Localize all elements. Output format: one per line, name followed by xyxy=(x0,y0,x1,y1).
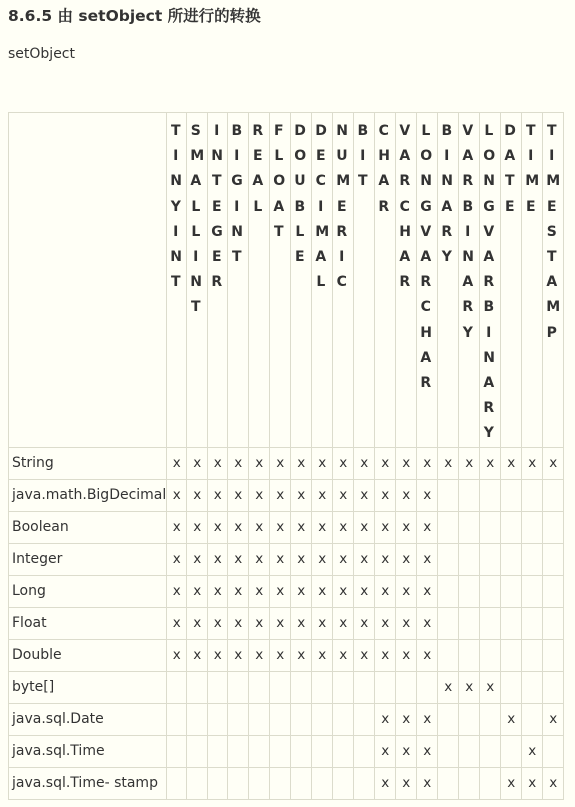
table-cell xyxy=(501,639,522,671)
table-cell xyxy=(187,671,208,703)
table-cell xyxy=(333,703,354,735)
table-cell xyxy=(522,671,543,703)
table-cell: x xyxy=(375,639,396,671)
table-cell: x xyxy=(228,639,249,671)
table-cell: x xyxy=(270,511,291,543)
table-cell: x xyxy=(459,671,480,703)
table-cell: x xyxy=(396,511,417,543)
table-cell: x xyxy=(396,479,417,511)
table-cell: x xyxy=(291,543,312,575)
table-row xyxy=(9,671,564,703)
table-cell: x xyxy=(167,639,187,671)
table-cell xyxy=(438,767,459,799)
table-cell xyxy=(480,703,501,735)
column-header-label: DECIMAL xyxy=(315,123,330,291)
table-cell: x xyxy=(187,479,208,511)
table-cell xyxy=(333,671,354,703)
table-cell: x xyxy=(396,639,417,671)
table-cell: x xyxy=(501,447,522,479)
table-cell: x xyxy=(333,543,354,575)
table-cell: x xyxy=(396,447,417,479)
table-cell: x xyxy=(417,447,438,479)
table-cell xyxy=(543,575,564,607)
table-cell: x xyxy=(354,607,375,639)
column-header-tinyint xyxy=(167,113,187,448)
table-cell: x xyxy=(167,479,187,511)
table-cell xyxy=(543,511,564,543)
table-cell: x xyxy=(438,671,459,703)
table-cell xyxy=(208,735,228,767)
column-header-label: LONGVARCHAR xyxy=(420,123,433,392)
table-cell xyxy=(187,735,208,767)
table-cell: x xyxy=(480,671,501,703)
column-header-date xyxy=(501,113,522,448)
table-cell: x xyxy=(417,735,438,767)
table-cell xyxy=(459,479,480,511)
table-cell xyxy=(501,671,522,703)
table-cell xyxy=(249,703,270,735)
table-cell: x xyxy=(291,447,312,479)
table-cell: x xyxy=(167,575,187,607)
column-header-label: FLOAT xyxy=(273,123,286,240)
table-cell xyxy=(438,575,459,607)
table-cell xyxy=(167,735,187,767)
table-cell: x xyxy=(249,447,270,479)
table-cell xyxy=(228,767,249,799)
table-cell: x xyxy=(291,607,312,639)
column-header-bit xyxy=(354,113,375,448)
table-cell xyxy=(438,479,459,511)
table-cell xyxy=(459,735,480,767)
column-header-varbinary xyxy=(459,113,480,448)
table-cell xyxy=(459,767,480,799)
table-cell: x xyxy=(543,447,564,479)
table-cell: x xyxy=(501,767,522,799)
table-cell xyxy=(312,767,333,799)
table-cell: x xyxy=(291,479,312,511)
table-cell: x xyxy=(249,575,270,607)
table-cell xyxy=(354,767,375,799)
table-cell xyxy=(501,607,522,639)
column-header-label: TINYINT xyxy=(170,123,182,291)
table-cell xyxy=(480,735,501,767)
table-cell xyxy=(354,703,375,735)
table-cell: x xyxy=(375,767,396,799)
table-cell: x xyxy=(501,703,522,735)
table-cell xyxy=(228,703,249,735)
table-cell: x xyxy=(396,767,417,799)
table-cell: x xyxy=(208,447,228,479)
row-label: Long xyxy=(9,575,167,607)
table-cell xyxy=(480,767,501,799)
table-cell: x xyxy=(270,479,291,511)
table-cell: x xyxy=(375,703,396,735)
table-cell xyxy=(249,671,270,703)
table-cell: x xyxy=(417,511,438,543)
column-header-bigint xyxy=(228,113,249,448)
table-cell: x xyxy=(312,511,333,543)
table-cell xyxy=(543,735,564,767)
column-header-label: BIGINT xyxy=(231,123,243,266)
table-cell: x xyxy=(333,479,354,511)
table-cell xyxy=(522,639,543,671)
table-cell: x xyxy=(167,511,187,543)
table-cell xyxy=(187,767,208,799)
table-cell xyxy=(291,767,312,799)
table-cell xyxy=(208,767,228,799)
table-cell: x xyxy=(208,511,228,543)
row-label: String xyxy=(9,447,167,479)
table-row xyxy=(9,703,564,735)
header-corner-cell xyxy=(9,113,167,448)
column-header-label: SMALLINT xyxy=(190,123,205,316)
table-cell: x xyxy=(187,575,208,607)
table-cell: x xyxy=(208,607,228,639)
table-cell xyxy=(480,639,501,671)
column-header-smallint xyxy=(187,113,208,448)
table-cell xyxy=(438,703,459,735)
table-cell xyxy=(480,575,501,607)
table-cell: x xyxy=(375,511,396,543)
table-cell: x xyxy=(187,639,208,671)
column-header-label: LONGVARBINARY xyxy=(483,123,496,442)
table-cell: x xyxy=(417,639,438,671)
table-cell: x xyxy=(249,543,270,575)
table-cell xyxy=(291,671,312,703)
table-cell xyxy=(459,639,480,671)
table-cell: x xyxy=(270,447,291,479)
column-header-label: DOUBLE xyxy=(294,123,307,266)
column-header-label: NUMERIC xyxy=(336,123,351,291)
row-label: java.sql.Time xyxy=(9,735,167,767)
table-cell xyxy=(167,703,187,735)
table-cell: x xyxy=(522,735,543,767)
table-cell: x xyxy=(396,575,417,607)
table-cell: x xyxy=(417,479,438,511)
conversion-table xyxy=(8,112,564,800)
table-cell: x xyxy=(333,511,354,543)
table-cell: x xyxy=(375,575,396,607)
table-cell: x xyxy=(354,447,375,479)
table-cell xyxy=(543,543,564,575)
column-header-label: BIT xyxy=(357,123,369,190)
table-cell: x xyxy=(417,607,438,639)
table-cell xyxy=(543,671,564,703)
table-cell xyxy=(208,671,228,703)
row-label: Boolean xyxy=(9,511,167,543)
column-header-char xyxy=(375,113,396,448)
table-cell: x xyxy=(208,543,228,575)
table-cell: x xyxy=(228,511,249,543)
column-header-longvarchar xyxy=(417,113,438,448)
table-cell xyxy=(249,735,270,767)
table-cell xyxy=(522,543,543,575)
column-header-decimal xyxy=(312,113,333,448)
table-cell: x xyxy=(249,607,270,639)
table-cell xyxy=(167,671,187,703)
table-cell: x xyxy=(396,607,417,639)
row-label: Float xyxy=(9,607,167,639)
table-cell: x xyxy=(417,543,438,575)
table-row xyxy=(9,735,564,767)
table-cell xyxy=(480,607,501,639)
table-cell: x xyxy=(459,447,480,479)
table-cell xyxy=(543,607,564,639)
table-cell: x xyxy=(333,575,354,607)
row-label: java.sql.Time- stamp xyxy=(9,767,167,799)
table-cell xyxy=(501,479,522,511)
table-cell: x xyxy=(333,607,354,639)
table-cell xyxy=(396,671,417,703)
column-header-label: INTEGER xyxy=(211,123,223,291)
table-cell: x xyxy=(270,575,291,607)
table-cell: x xyxy=(228,607,249,639)
table-cell xyxy=(522,575,543,607)
table-cell: x xyxy=(270,639,291,671)
table-cell xyxy=(187,703,208,735)
table-cell xyxy=(167,767,187,799)
table-cell xyxy=(480,511,501,543)
table-cell xyxy=(480,479,501,511)
table-cell: x xyxy=(375,607,396,639)
row-label: Integer xyxy=(9,543,167,575)
column-header-label: REAL xyxy=(252,123,264,215)
table-cell xyxy=(501,735,522,767)
table-body xyxy=(9,447,564,799)
table-cell: x xyxy=(291,575,312,607)
column-header-label: CHAR xyxy=(378,123,390,215)
table-cell: x xyxy=(354,575,375,607)
table-cell: x xyxy=(187,543,208,575)
table-header-row xyxy=(9,113,564,448)
table-cell xyxy=(333,735,354,767)
table-cell xyxy=(291,703,312,735)
table-cell: x xyxy=(312,479,333,511)
table-cell: x xyxy=(543,767,564,799)
table-cell: x xyxy=(187,607,208,639)
table-cell: x xyxy=(249,639,270,671)
table-cell: x xyxy=(187,447,208,479)
table-row xyxy=(9,607,564,639)
table-cell xyxy=(228,735,249,767)
table-cell: x xyxy=(312,639,333,671)
table-cell: x xyxy=(375,543,396,575)
table-row xyxy=(9,543,564,575)
table-cell xyxy=(417,671,438,703)
row-label: Double xyxy=(9,639,167,671)
table-cell xyxy=(312,703,333,735)
table-row xyxy=(9,447,564,479)
table-cell xyxy=(501,575,522,607)
table-cell: x xyxy=(417,575,438,607)
table-cell xyxy=(459,575,480,607)
table-cell xyxy=(354,671,375,703)
table-cell xyxy=(522,511,543,543)
table-cell: x xyxy=(354,639,375,671)
column-header-label: VARBINARY xyxy=(462,123,474,341)
table-cell: x xyxy=(208,479,228,511)
table-cell: x xyxy=(312,543,333,575)
table-cell xyxy=(522,703,543,735)
column-header-label: VARCHAR xyxy=(399,123,411,291)
row-label: byte[] xyxy=(9,671,167,703)
table-cell xyxy=(501,543,522,575)
table-cell xyxy=(438,639,459,671)
table-cell xyxy=(501,511,522,543)
table-cell: x xyxy=(228,575,249,607)
table-cell: x xyxy=(312,447,333,479)
table-cell: x xyxy=(228,447,249,479)
table-cell xyxy=(312,735,333,767)
column-header-varchar xyxy=(396,113,417,448)
table-cell: x xyxy=(312,607,333,639)
table-cell: x xyxy=(167,447,187,479)
table-cell: x xyxy=(333,639,354,671)
column-header-label: TIMESTAMP xyxy=(546,123,561,341)
column-header-double xyxy=(291,113,312,448)
table-cell: x xyxy=(543,703,564,735)
table-row xyxy=(9,479,564,511)
table-cell xyxy=(438,607,459,639)
table-cell: x xyxy=(396,735,417,767)
table-cell: x xyxy=(417,703,438,735)
table-cell: x xyxy=(396,703,417,735)
table-cell: x xyxy=(291,511,312,543)
table-cell: x xyxy=(354,479,375,511)
table-row xyxy=(9,767,564,799)
table-cell: x xyxy=(375,735,396,767)
table-cell xyxy=(375,671,396,703)
table-cell xyxy=(270,703,291,735)
column-header-integer xyxy=(208,113,228,448)
table-cell xyxy=(270,767,291,799)
column-header-label: DATE xyxy=(504,123,516,215)
table-cell xyxy=(249,767,270,799)
table-cell: x xyxy=(354,511,375,543)
section-subtitle: setObject xyxy=(8,46,75,62)
column-header-longvarbinary xyxy=(480,113,501,448)
table-cell: x xyxy=(228,479,249,511)
table-row xyxy=(9,575,564,607)
table-cell xyxy=(228,671,249,703)
table-cell: x xyxy=(208,575,228,607)
table-cell: x xyxy=(522,447,543,479)
table-cell: x xyxy=(167,607,187,639)
table-cell: x xyxy=(438,447,459,479)
table-cell: x xyxy=(208,639,228,671)
column-header-timestamp xyxy=(543,113,564,448)
table-cell xyxy=(438,543,459,575)
table-cell: x xyxy=(396,543,417,575)
table-cell: x xyxy=(354,543,375,575)
table-cell: x xyxy=(270,607,291,639)
column-header-label: BINARY xyxy=(441,123,453,266)
table-cell: x xyxy=(249,511,270,543)
row-label: java.math.BigDecimal xyxy=(9,479,167,511)
table-cell: x xyxy=(375,479,396,511)
table-cell xyxy=(438,735,459,767)
table-cell xyxy=(543,639,564,671)
table-cell: x xyxy=(312,575,333,607)
table-cell: x xyxy=(187,511,208,543)
table-cell: x xyxy=(480,447,501,479)
row-label: java.sql.Date xyxy=(9,703,167,735)
section-heading: 8.6.5 由 setObject 所进行的转换 xyxy=(8,7,261,25)
table-cell: x xyxy=(228,543,249,575)
table-cell xyxy=(333,767,354,799)
table-cell: x xyxy=(522,767,543,799)
table-cell xyxy=(459,607,480,639)
table-cell xyxy=(480,543,501,575)
column-header-label: TIME xyxy=(525,123,540,215)
table-cell: x xyxy=(291,639,312,671)
table-cell xyxy=(208,703,228,735)
table-cell xyxy=(459,703,480,735)
table-row xyxy=(9,639,564,671)
table-cell xyxy=(459,511,480,543)
table-cell: x xyxy=(270,543,291,575)
table-cell: x xyxy=(417,767,438,799)
table-cell xyxy=(543,479,564,511)
table-cell xyxy=(312,671,333,703)
column-header-float xyxy=(270,113,291,448)
table-cell xyxy=(354,735,375,767)
table-cell xyxy=(270,735,291,767)
table-cell: x xyxy=(333,447,354,479)
table-cell: x xyxy=(375,447,396,479)
table-cell xyxy=(522,479,543,511)
table-cell xyxy=(438,511,459,543)
column-header-binary xyxy=(438,113,459,448)
column-header-numeric xyxy=(333,113,354,448)
table-cell: x xyxy=(167,543,187,575)
table-cell xyxy=(270,671,291,703)
table-cell: x xyxy=(249,479,270,511)
table-cell xyxy=(459,543,480,575)
table-row xyxy=(9,511,564,543)
column-header-time xyxy=(522,113,543,448)
table-cell xyxy=(522,607,543,639)
table-cell xyxy=(291,735,312,767)
column-header-real xyxy=(249,113,270,448)
